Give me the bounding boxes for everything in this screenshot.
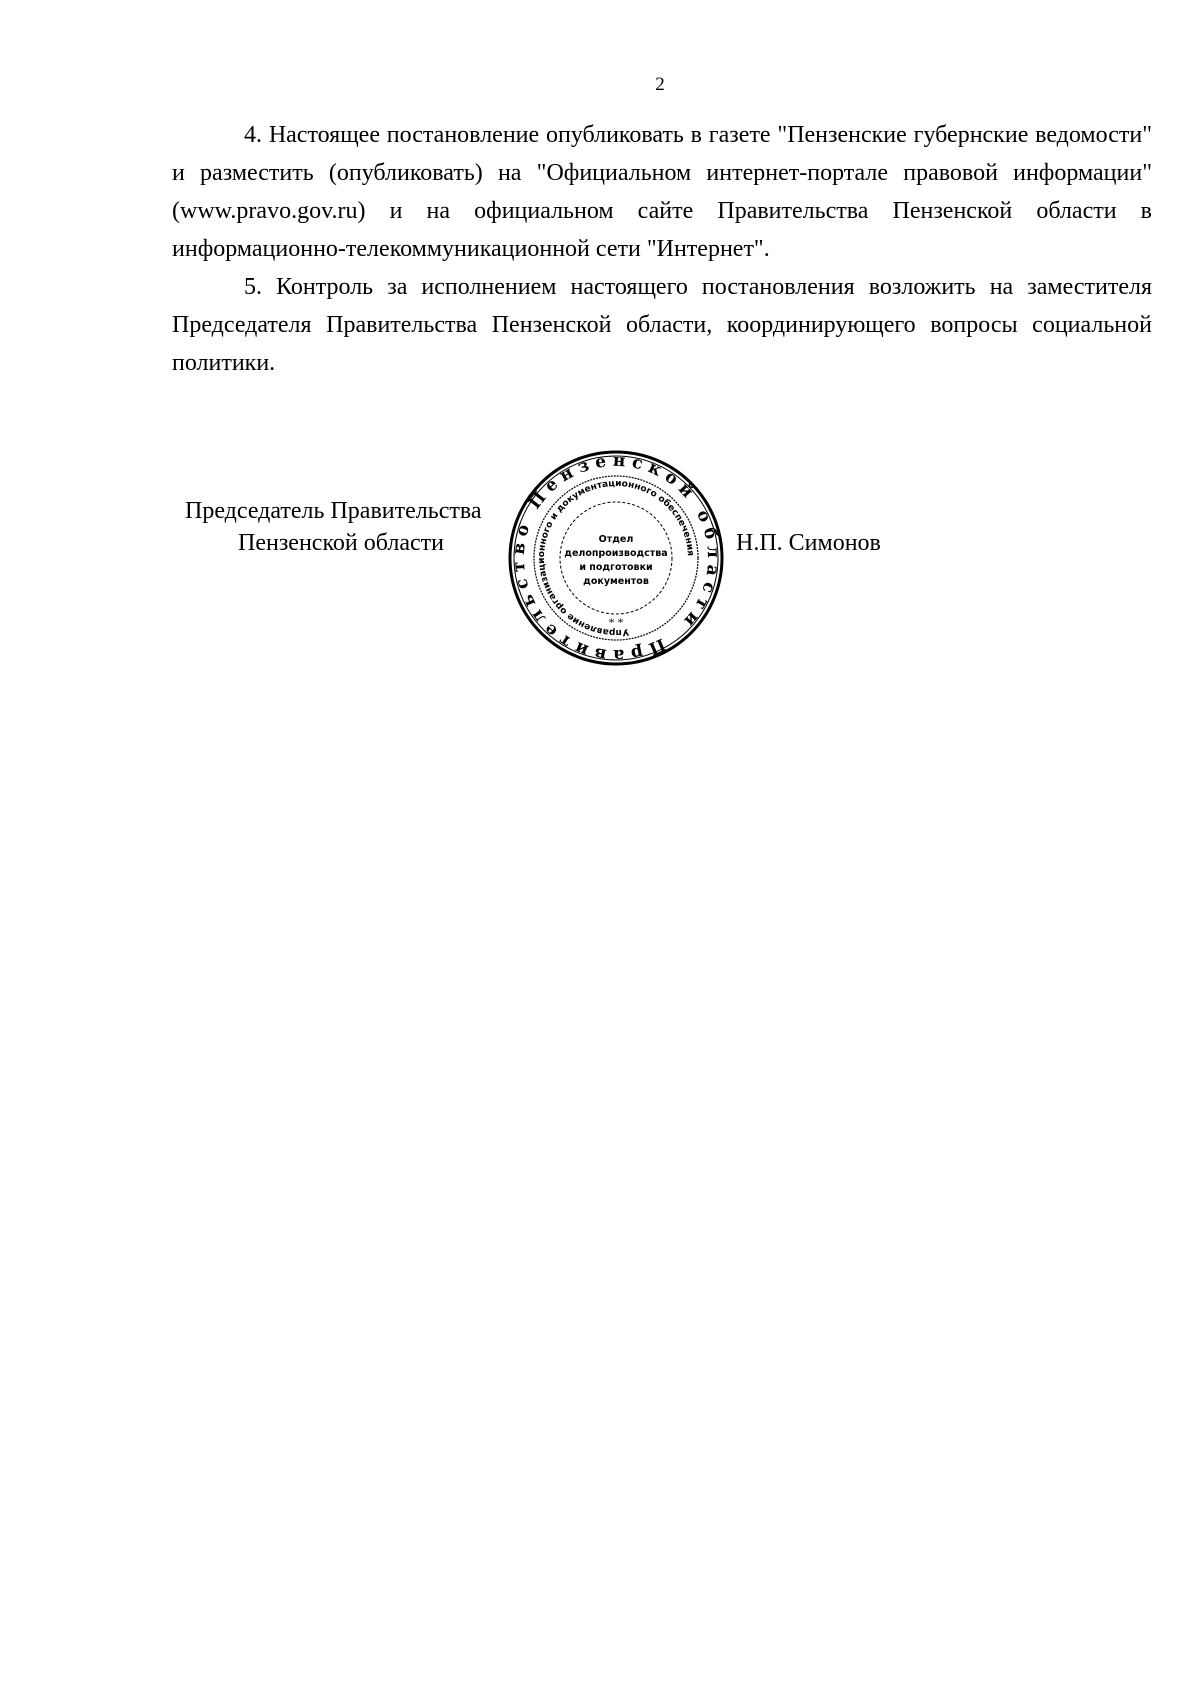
svg-text:* *: * * bbox=[608, 615, 624, 629]
stamp-center-line4: документов bbox=[583, 576, 649, 587]
stamp-center-line3: и подготовки bbox=[579, 562, 653, 573]
stamp-inner-text: Управление организационного и документационного обеспечения bbox=[536, 478, 696, 638]
paragraph-4: 4. Настоящее постановление опубликовать в газете "Пензенские губернские ведомости" и разместить (опубликовать) на "Официальном интернет-портале правовой информации" (www.pravo.gov.ru) и на официальном сайте Правительства Пензенской области в информационно-телекоммуникационной сети "Интернет". bbox=[172, 122, 1152, 262]
stamp-center-line1: Отдел bbox=[598, 534, 634, 545]
signatory-name: Н.П. Симонов bbox=[736, 530, 881, 556]
stamp-outer-text: Правительство Пензенской области bbox=[508, 450, 724, 666]
official-stamp bbox=[506, 448, 726, 668]
signatory-title-line2: Пензенской области bbox=[238, 530, 444, 556]
stamp-center-line2: делопроизводства bbox=[564, 548, 668, 559]
signatory-title-line1: Председатель Правительства bbox=[185, 498, 482, 524]
page-number: 2 bbox=[655, 74, 665, 95]
paragraph-5: 5. Контроль за исполнением настоящего постановления возложить на заместителя Председателя Правительства Пензенской области, координирующего вопросы социальной политики. bbox=[172, 274, 1152, 376]
document-body bbox=[172, 116, 1152, 382]
